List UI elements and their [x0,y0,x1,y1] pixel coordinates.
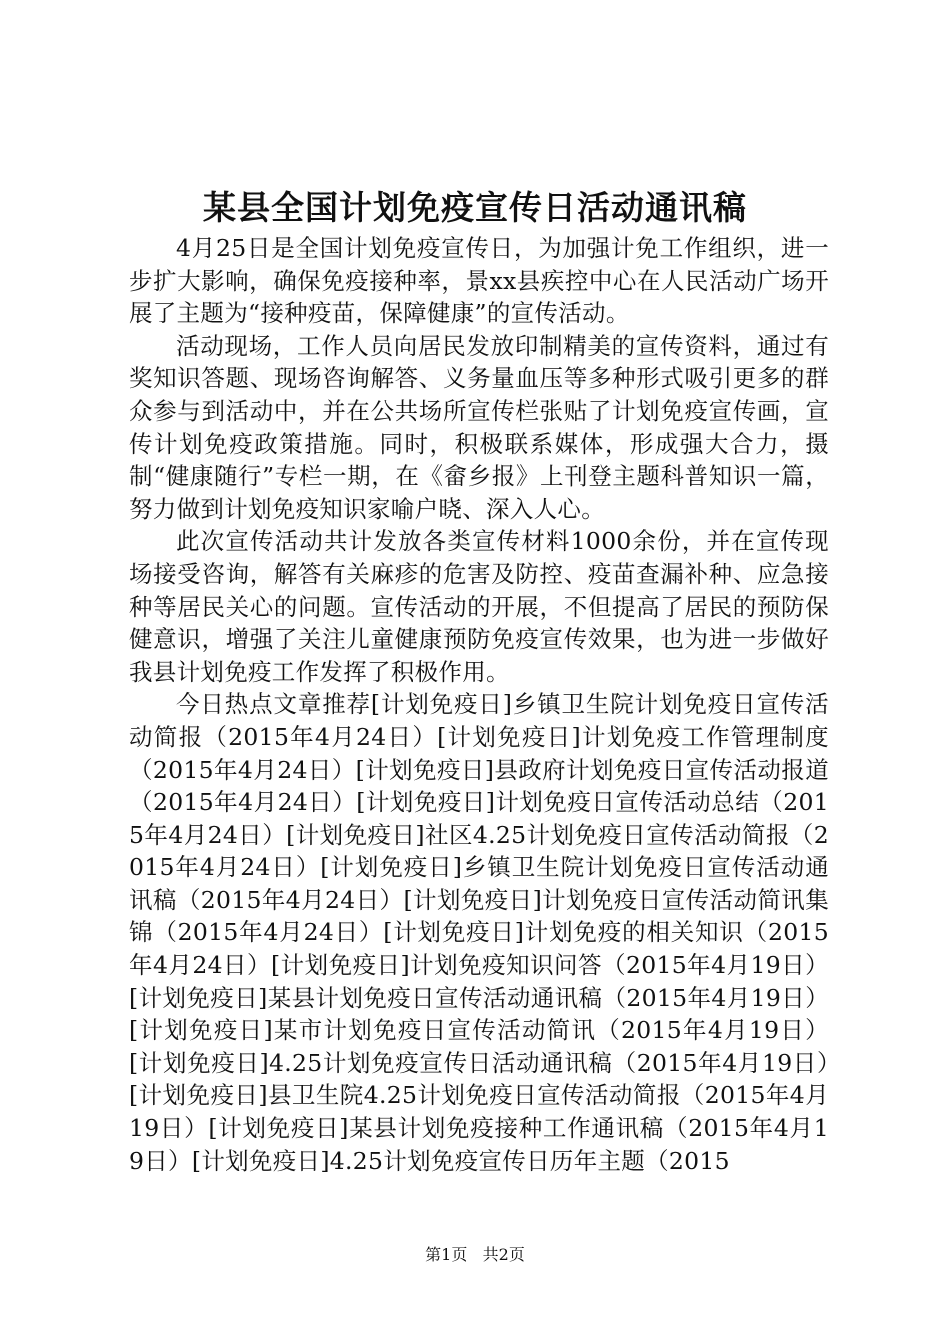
paragraph-intro: 4月25日是全国计划免疫宣传日，为加强计免工作组织，进一步扩大影响，确保免疫接种率，景xx县疾控中心在人民活动广场开展了主题为“接种疫苗，保障健康”的宣传活动。 [129,234,829,328]
document-body [129,232,829,1177]
document-title: 某县全国计划免疫宣传日活动通讯稿 [203,188,747,227]
paragraph-results: 此次宣传活动共计发放各类宣传材料1000余份，并在宣传现场接受咨询，解答有关麻疹的危害及防控、疫苗查漏补种、应急接种等居民关心的问题。宣传活动的开展，不但提高了居民的预防保健意识，增强了关注儿童健康预防免疫宣传效果，也为进一步做好我县计划免疫工作发挥了积极作用。 [129,527,829,686]
paragraph-activity: 活动现场，工作人员向居民发放印制精美的宣传资料，通过有奖知识答题、现场咨询解答、义务量血压等多种形式吸引更多的群众参与到活动中，并在公共场所宣传栏张贴了计划免疫宣传画，宣传计划免疫政策措施。同时，积极联系媒体，形成强大合力，摄制“健康随行”专栏一期，在《畲乡报》上刊登主题科普知识一篇，努力做到计划免疫知识家喻户晓、深入人心。 [129,331,829,523]
page-total: 共2页 [482,1245,525,1264]
page-separator [472,1245,477,1264]
paragraph-recommended-articles: 今日热点文章推荐[计划免疫日]乡镇卫生院计划免疫日宣传活动简报（2015年4月24日）[计划免疫日]计划免疫工作管理制度（2015年4月24日）[计划免疫日]县政府计划免疫日宣传活动报道（2015年4月24日）[计划免疫日]计划免疫日宣传活动总结（2015年4月24日）[计划免疫日]社区4.25计划免疫日宣传活动简报（2015年4月24日）[计划免疫日]乡镇卫生院计划免疫日宣传活动通讯稿（2015年4月24日）[计划免疫日]计划免疫日宣传活动简讯集锦（2015年4月24日）[计划免疫日]计划免疫的相关知识（2015年4月24日）[计划免疫日]计划免疫知识问答（2015年4月19日）[计划免疫日]某县计划免疫日宣传活动通讯稿（2015年4月19日）[计划免疫日]某市计划免疫日宣传活动简讯（2015年4月19日）[计划免疫日]4.25计划免疫宣传日活动通讯稿（2015年4月19日）[计划免疫日]县卫生院4.25计划免疫日宣传活动简报（2015年4月19日）[计划免疫日]某县计划免疫接种工作通讯稿（2015年4月19日）[计划免疫日]4.25计划免疫宣传日历年主题（2015 [129,690,829,1175]
page-footer [0,1243,950,1267]
page-number: 第1页 [425,1245,468,1264]
